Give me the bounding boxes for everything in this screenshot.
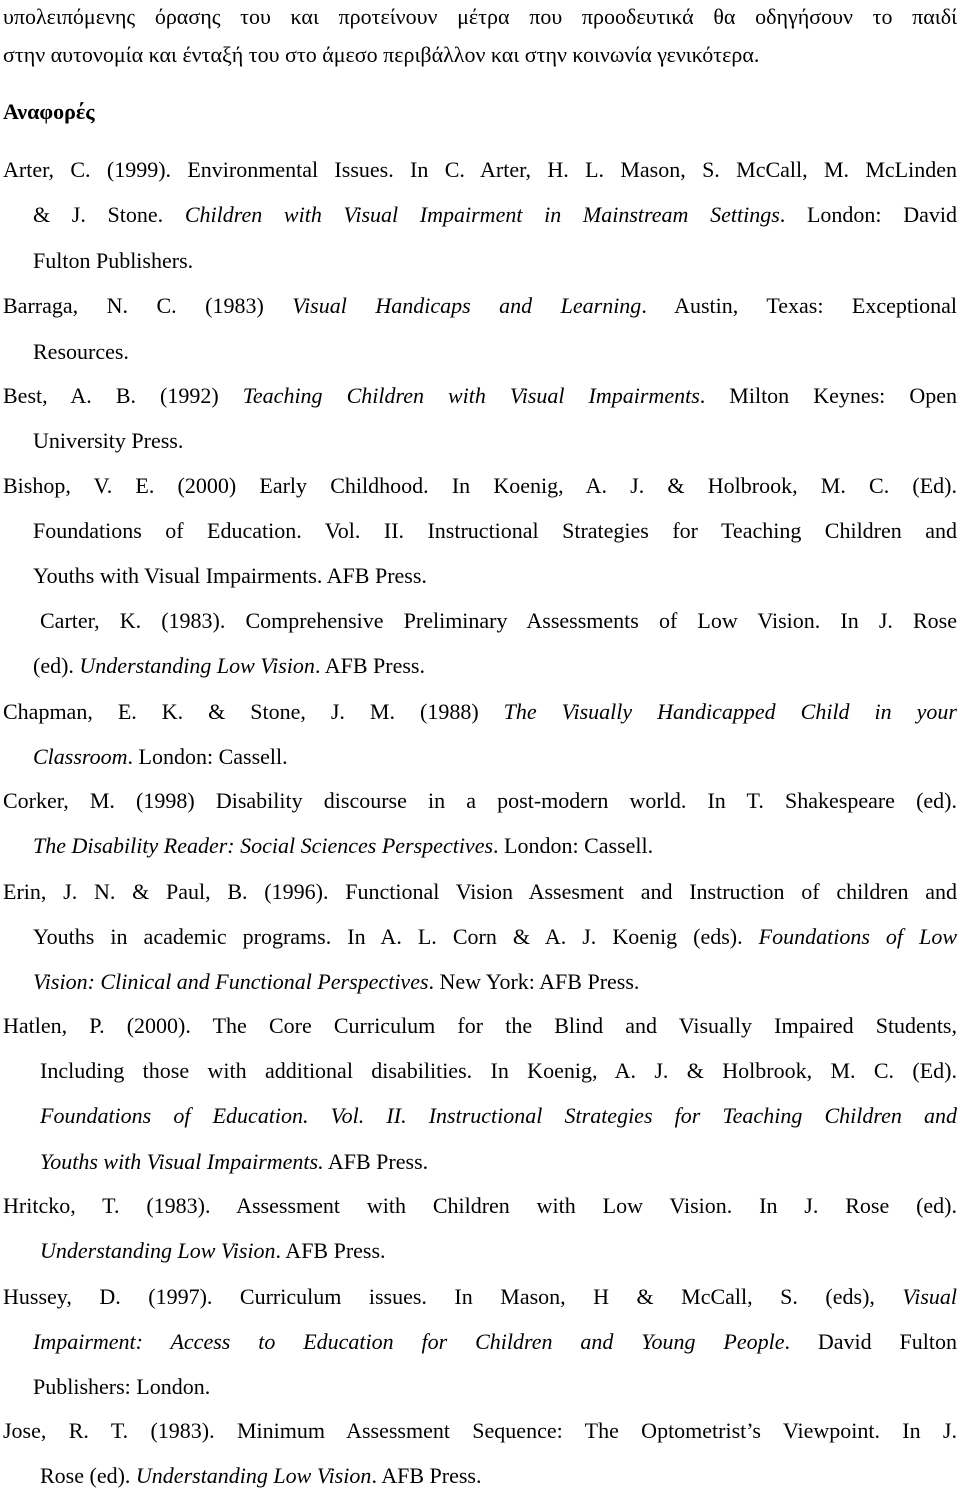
references-heading: Αναφορές xyxy=(3,99,95,124)
ref-hussey-title: Visual xyxy=(902,1284,957,1309)
ref-best-author: Best, A. B. (1992) xyxy=(3,383,243,408)
ref-best-line-1 xyxy=(3,381,957,411)
ref-corker-title: The Disability Reader: Social Sciences Perspectives xyxy=(33,833,494,858)
ref-barraga-line-2: Resources. xyxy=(33,339,129,364)
ref-jose-line-2 xyxy=(40,1461,481,1491)
ref-arter-authors-tail: & J. Stone. xyxy=(33,202,185,227)
ref-hussey-line-1 xyxy=(3,1282,957,1312)
ref-erin-title-end: Vision: Clinical and Functional Perspectives xyxy=(33,969,429,994)
ref-barraga-line-1 xyxy=(3,291,957,321)
ref-hatlen-line-4 xyxy=(40,1147,428,1177)
ref-hatlen-line-3: Foundations of Education. Vol. II. Instructional Strategies for Teaching Children and xyxy=(40,1103,957,1128)
ref-chapman-title: The Visually Handicapped Child in your xyxy=(503,699,957,724)
ref-best-title: Teaching Children with Visual Impairments xyxy=(242,383,700,408)
ref-hussey-line-3: Publishers: London. xyxy=(33,1374,211,1399)
ref-chapman-line-2 xyxy=(33,742,288,772)
ref-hritcko-line-1: Hritcko, T. (1983). Assessment with Children with Low Vision. In J. Rose (ed). xyxy=(3,1193,957,1218)
ref-barraga-publisher: . Austin, Texas: Exceptional xyxy=(641,293,957,318)
ref-erin-publisher: . New York: AFB Press. xyxy=(428,969,640,994)
ref-hritcko-publisher: . AFB Press. xyxy=(275,1238,386,1263)
ref-arter-line-2 xyxy=(33,200,957,230)
ref-arter-line-3: Fulton Publishers. xyxy=(33,248,194,273)
ref-hussey-title-end: Impairment: Access to Education for Children and Young People xyxy=(33,1329,785,1354)
ref-erin-line-2 xyxy=(33,922,957,952)
ref-chapman-author: Chapman, E. K. & Stone, J. M. (1988) xyxy=(3,699,504,724)
ref-arter-title: Children with Visual Impairment in Mainstream Settings xyxy=(184,202,780,227)
ref-chapman-publisher: . London: Cassell. xyxy=(127,744,288,769)
ref-carter-line-1: Carter, K. (1983). Comprehensive Preliminary Assessments of Low Vision. In J. Rose xyxy=(40,608,957,633)
ref-hatlen-line-2: Including those with additional disabilities. In Koenig, A. J. & Holbrook, M. C. (Ed). xyxy=(40,1058,957,1083)
ref-carter-editor: (ed). xyxy=(33,653,80,678)
ref-corker-line-2 xyxy=(33,831,653,861)
ref-bishop-line-3: Youths with Visual Impairments. AFB Press. xyxy=(33,563,427,588)
ref-barraga-author: Barraga, N. C. (1983) xyxy=(3,293,293,318)
intro-line-1: υπολειπόμενης όρασης του και προτείνουν μέτρα που προοδευτικά θα οδηγήσουν το παιδί xyxy=(3,4,957,29)
ref-barraga-title: Visual Handicaps and Learning xyxy=(292,293,642,318)
ref-bishop-line-2: Foundations of Education. Vol. II. Instructional Strategies for Teaching Children and xyxy=(33,518,957,543)
ref-carter-publisher: . AFB Press. xyxy=(314,653,425,678)
ref-arter-publisher: . London: David xyxy=(779,202,957,227)
ref-corker-publisher: . London: Cassell. xyxy=(493,833,654,858)
ref-arter-line-1: Arter, C. (1999). Environmental Issues. In C. Arter, H. L. Mason, S. McCall, M. McLinden xyxy=(3,157,957,182)
ref-hussey-chapter: Hussey, D. (1997). Curriculum issues. In Mason, H & McCall, S. (eds), xyxy=(3,1284,903,1309)
ref-bishop-line-1: Bishop, V. E. (2000) Early Childhood. In Koenig, A. J. & Holbrook, M. C. (Ed). xyxy=(3,473,957,498)
ref-erin-chapter: Youths in academic programs. In A. L. Corn & A. J. Koenig (eds). xyxy=(33,924,759,949)
ref-hussey-publisher: . David Fulton xyxy=(784,1329,957,1354)
ref-carter-line-2 xyxy=(33,651,425,681)
ref-jose-publisher: . AFB Press. xyxy=(371,1463,482,1488)
ref-hatlen-publisher: AFB Press. xyxy=(323,1149,429,1174)
ref-hussey-line-2 xyxy=(33,1327,957,1357)
ref-chapman-line-1 xyxy=(3,697,957,727)
intro-line-2: στην αυτονομία και ένταξή του στο άμεσο περιβάλλον και στην κοινωνία γενικότερα. xyxy=(3,42,760,67)
ref-hatlen-line-1: Hatlen, P. (2000). The Core Curriculum for the Blind and Visually Impaired Students, xyxy=(3,1013,957,1038)
ref-jose-editor: Rose (ed). xyxy=(40,1463,136,1488)
ref-erin-line-1: Erin, J. N. & Paul, B. (1996). Functional Vision Assesment and Instruction of children and xyxy=(3,879,957,904)
ref-hritcko-line-2 xyxy=(40,1236,386,1266)
ref-best-publisher: . Milton Keynes: Open xyxy=(699,383,957,408)
ref-jose-title: Understanding Low Vision xyxy=(135,1463,372,1488)
ref-hritcko-title: Understanding Low Vision xyxy=(40,1238,276,1263)
ref-erin-title: Foundations of Low xyxy=(758,924,957,949)
ref-chapman-title-end: Classroom xyxy=(33,744,128,769)
ref-hatlen-title-end: Youths with Visual Impairments. xyxy=(40,1149,324,1174)
ref-erin-line-3 xyxy=(33,967,639,997)
ref-jose-line-1: Jose, R. T. (1983). Minimum Assessment Sequence: The Optometrist’s Viewpoint. In J. xyxy=(3,1418,957,1443)
ref-carter-title: Understanding Low Vision xyxy=(79,653,315,678)
ref-best-line-2: University Press. xyxy=(33,428,184,453)
ref-corker-line-1: Corker, M. (1998) Disability discourse in a post-modern world. In T. Shakespeare (ed). xyxy=(3,788,957,813)
